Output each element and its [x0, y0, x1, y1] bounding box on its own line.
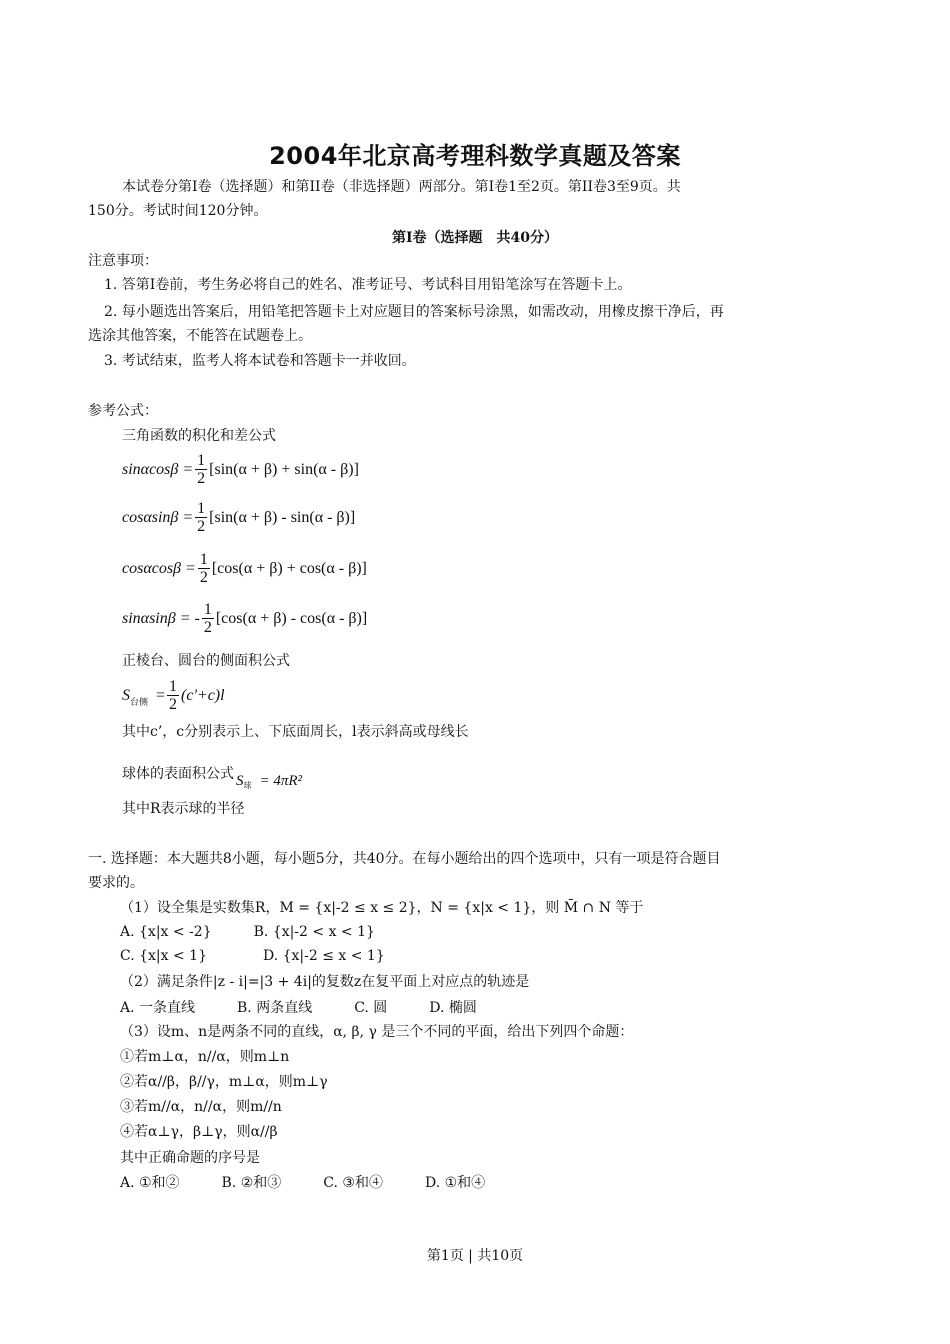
fraction-denominator: 2	[197, 470, 206, 487]
reference-heading: 参考公式：	[88, 403, 158, 419]
page-footer: 第1页 | 共10页	[426, 1248, 524, 1264]
formula-right: [sin(α + β) + sin(α - β)]	[209, 460, 359, 478]
formula-symbol: S	[236, 773, 244, 789]
notice-item-1: 1. 答第I卷前，考生务必将自己的姓名、准考证号、考试科目用铅笔涂写在答题卡上。	[104, 277, 632, 293]
fraction-denominator: 2	[199, 569, 208, 586]
formula-right: [cos(α + β) - cos(α - β)]	[215, 609, 368, 627]
sphere-note: 其中R表示球的半径	[122, 801, 245, 817]
fraction-denominator: 2	[169, 696, 178, 713]
formula-left: cosαsinβ =	[122, 508, 194, 526]
notice-item-2-cont: 选涂其他答案，不能答在试题卷上。	[88, 328, 312, 344]
formula-subscript: 球	[243, 781, 252, 790]
fraction-denominator: 2	[197, 518, 206, 535]
frustum-heading: 正棱台、圆台的侧面积公式	[122, 653, 290, 669]
fraction-half	[202, 601, 214, 636]
fraction-numerator: 1	[197, 500, 206, 517]
notice-item-3: 3. 考试结束，监考人将本试卷和答题卡一并收回。	[104, 353, 416, 369]
fraction-half	[167, 678, 179, 713]
notice-item-2: 2. 每小题选出答案后，用铅笔把答题卡上对应题目的答案标号涂黑，如需改动，用橡皮擦干净后，再	[104, 304, 724, 320]
formula-cos-sin	[122, 500, 355, 535]
formula-cos-cos	[122, 551, 367, 586]
formula-left: sinαcosβ =	[122, 460, 194, 478]
question-2: （2）满足条件|z - i|=|3 + 4i|的复数z在复平面上对应点的轨迹是	[120, 974, 530, 990]
fraction-denominator: 2	[203, 619, 212, 636]
notice-heading: 注意事项：	[88, 253, 158, 269]
fraction-half	[198, 551, 210, 586]
formula-right: [sin(α + β) - sin(α - β)]	[209, 508, 356, 526]
sphere-line	[122, 751, 302, 797]
page-title: 2004年北京高考理科数学真题及答案	[269, 142, 681, 170]
fraction-half	[195, 500, 207, 535]
formula-symbol: S	[122, 686, 130, 704]
question-3-proposition-4: ④若α⊥γ，β⊥γ，则α//β	[120, 1124, 278, 1140]
question-1-options-ab: A. {x|x < -2} B. {x|-2 < x < 1}	[120, 924, 375, 940]
formula-right: [cos(α + β) + cos(α - β)]	[211, 559, 367, 577]
fraction-numerator: 1	[197, 452, 206, 469]
question-1: （1）设全集是实数集R，M = {x|-2 ≤ x ≤ 2}，N = {x|x < 1}，则 M̄ ∩ N 等于	[120, 900, 644, 916]
fraction-half	[195, 452, 207, 487]
question-2-options: A. 一条直线 B. 两条直线 C. 圆 D. 椭圆	[120, 1000, 477, 1016]
question-3: （3）设m、n是两条不同的直线，α, β, γ 是三个不同的平面，给出下列四个命题：	[120, 1024, 634, 1040]
formula-left: cosαcosβ =	[122, 559, 196, 577]
part1-intro-1: 一. 选择题：本大题共8小题，每小题5分，共40分。在每小题给出的四个选项中，只有一项是符合题目	[88, 851, 721, 867]
sphere-heading: 球体的表面积公式	[122, 766, 234, 782]
intro-line-2: 150分。考试时间120分钟。	[88, 203, 268, 219]
question-3-proposition-3: ③若m//α，n//α，则m//n	[120, 1099, 282, 1115]
question-3-options: A. ①和② B. ②和③ C. ③和④ D. ①和④	[120, 1175, 486, 1191]
trig-heading: 三角函数的积化和差公式	[122, 428, 276, 444]
question-1-options-cd: C. {x|x < 1} D. {x|-2 ≤ x < 1}	[120, 948, 385, 964]
question-3-proposition-1: ①若m⊥α，n//α，则m⊥n	[120, 1049, 290, 1065]
frustum-note: 其中c’，c分别表示上、下底面周长，l表示斜高或母线长	[122, 724, 469, 740]
fraction-numerator: 1	[203, 601, 212, 618]
formula-subscript: 台侧	[130, 697, 149, 707]
formula-right: = 4πR²	[259, 773, 303, 789]
intro-line-1: 本试卷分第I卷（选择题）和第II卷（非选择题）两部分。第I卷1至2页。第II卷3至9页。共	[122, 179, 681, 195]
formula-sin-cos	[122, 452, 359, 487]
part1-intro-2: 要求的。	[88, 875, 144, 891]
formula-equals: =	[156, 686, 166, 704]
formula-left: sinαsinβ = -	[122, 609, 200, 627]
question-3-ask: 其中正确命题的序号是	[120, 1150, 260, 1166]
fraction-numerator: 1	[199, 551, 208, 568]
formula-sin-sin	[122, 601, 367, 636]
formula-right: (c'+c)l	[181, 686, 225, 704]
section-heading: 第I卷（选择题 共40分）	[391, 230, 559, 246]
formula-frustum	[122, 678, 225, 713]
fraction-numerator: 1	[169, 678, 178, 695]
question-3-proposition-2: ②若α//β，β//γ，m⊥α，则m⊥γ	[120, 1074, 328, 1090]
